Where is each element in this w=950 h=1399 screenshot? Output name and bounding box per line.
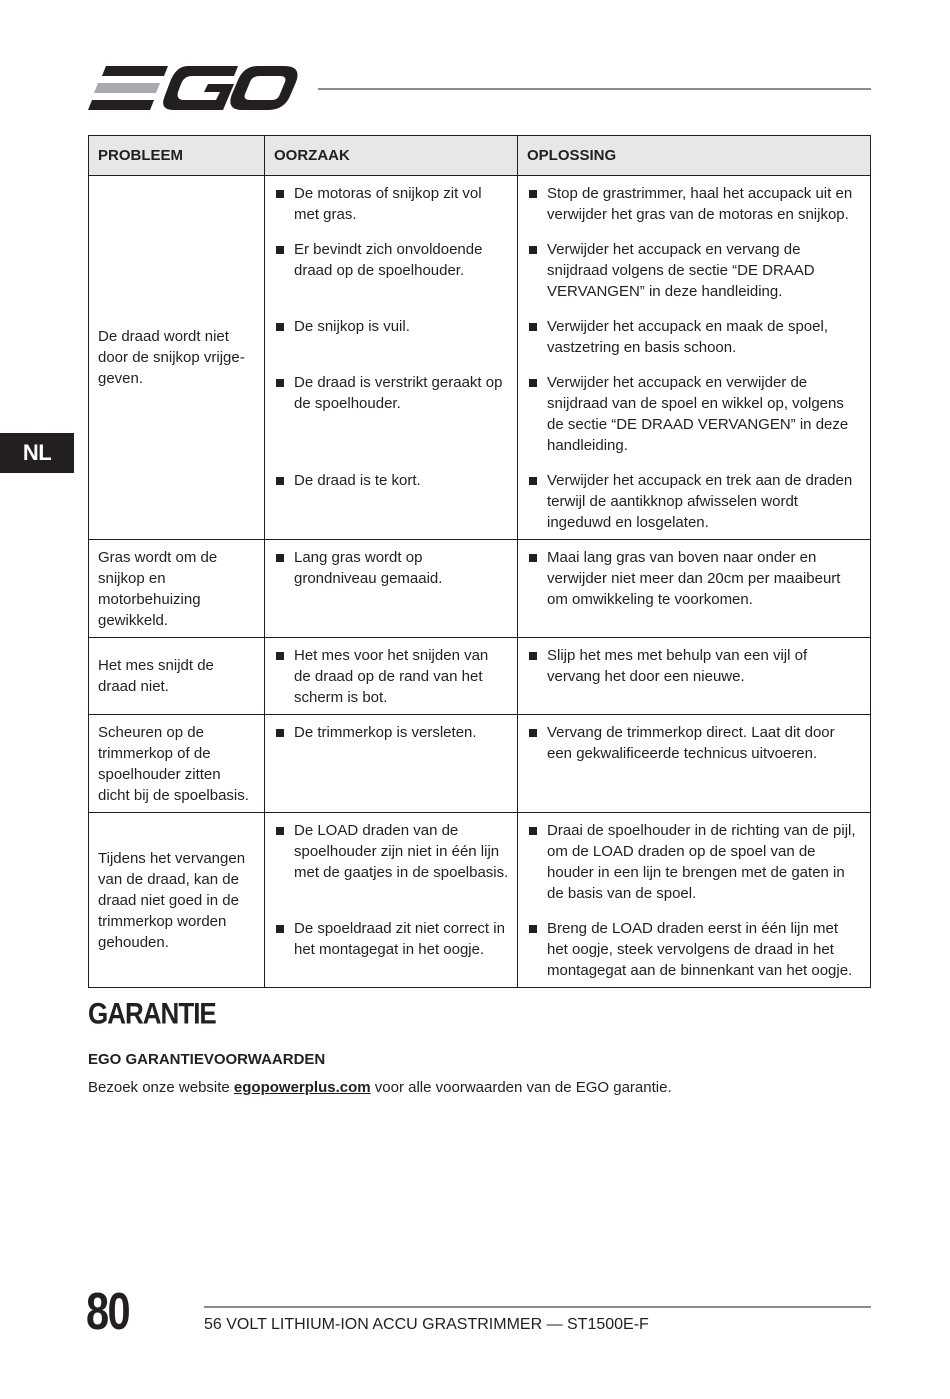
table-header-row <box>89 136 871 176</box>
table-row <box>89 715 871 813</box>
bullet-icon <box>529 729 537 737</box>
solution-cell <box>518 715 871 813</box>
website-link[interactable]: egopowerplus.com <box>233 1079 371 1096</box>
table-row <box>89 540 871 638</box>
solution-item: Stop de grastrimmer, haal het accupack uit en verwijder het gras van de motoras en snijkop. <box>518 176 870 232</box>
warranty-text-before: Bezoek onze website <box>88 1079 234 1096</box>
bullet-icon <box>276 554 284 562</box>
warranty-title: GARANTIE <box>88 996 216 1031</box>
problem-cell: Het mes snijdt de draad niet. <box>89 638 265 715</box>
bullet-icon <box>529 827 537 835</box>
bullet-icon <box>529 246 537 254</box>
cause-item: De spoeldraad zit niet correct in het montagegat in het oogje. <box>265 911 517 987</box>
header-solution: OPLOSSING <box>518 136 871 176</box>
cause-cell <box>265 715 518 813</box>
cause-cell <box>265 540 518 638</box>
cause-cell <box>265 813 518 988</box>
solution-item: Verwijder het accupack en verwijder de snijdraad van de spoel en wikkel op, volgens de sectie “DE DRAAD VERVANGEN” in deze handleiding. <box>518 365 870 463</box>
header-rule <box>318 88 871 90</box>
footer-product-title: 56 VOLT LITHIUM-ION ACCU GRASTRIMMER — ST1500E-F <box>204 1316 649 1333</box>
language-tab <box>0 433 74 473</box>
cause-item: De snijkop is vuil. <box>265 309 517 365</box>
solution-item: Breng de LOAD draden eerst in één lijn met het oogje, steek vervolgens de draad in het montagegat aan de binnenkant van het oogje. <box>518 911 870 987</box>
solution-cell <box>518 176 871 540</box>
bullet-icon <box>529 323 537 331</box>
language-tab-label: NL <box>22 440 52 465</box>
bullet-icon <box>529 652 537 660</box>
table-row <box>89 638 871 715</box>
problem-cell: De draad wordt niet door de snijkop vrijge-geven. <box>89 176 265 540</box>
header-cause: OORZAAK <box>265 136 518 176</box>
bullet-icon <box>276 246 284 254</box>
bullet-icon <box>276 477 284 485</box>
solution-item: Draai de spoelhouder in de richting van de pijl, om de LOAD draden op de spoel van de houder in een lijn te brengen met de gaten in de basis van de spoel. <box>518 813 870 911</box>
cause-item: De draad is te kort. <box>265 463 517 539</box>
solution-cell <box>518 540 871 638</box>
bullet-icon <box>276 729 284 737</box>
cause-item: Het mes voor het snijden van de draad op de rand van het scherm is bot. <box>265 638 517 714</box>
troubleshooting-table <box>88 135 871 988</box>
cause-item: De LOAD draden van de spoelhouder zijn niet in één lijn met de gaatjes in de spoelbasis. <box>265 813 517 911</box>
warranty-text <box>88 1079 672 1096</box>
bullet-icon <box>276 323 284 331</box>
page-number: 80 <box>86 1283 130 1341</box>
cause-item: Er bevindt zich onvoldoende draad op de spoelhouder. <box>265 232 517 309</box>
solution-cell <box>518 638 871 715</box>
bullet-icon <box>276 379 284 387</box>
cause-item: De trimmerkop is versleten. <box>265 715 517 811</box>
warranty-subtitle: EGO GARANTIEVOORWAARDEN <box>88 1051 326 1068</box>
ego-logo <box>88 62 300 114</box>
footer-rule <box>204 1306 871 1308</box>
bullet-icon <box>276 652 284 660</box>
solution-item: Verwijder het accupack en trek aan de draden terwijl de aantikknop afwisselen wordt ingeduwd en losgelaten. <box>518 463 870 539</box>
bullet-icon <box>529 379 537 387</box>
bullet-icon <box>529 190 537 198</box>
solution-cell <box>518 813 871 988</box>
problem-cell: Gras wordt om de snijkop en motorbehuizing gewikkeld. <box>89 540 265 638</box>
cause-item: De motoras of snijkop zit vol met gras. <box>265 176 517 232</box>
bullet-icon <box>529 925 537 933</box>
solution-item: Verwijder het accupack en maak de spoel, vastzetring en basis schoon. <box>518 309 870 365</box>
cause-cell <box>265 176 518 540</box>
table-row <box>89 176 871 540</box>
solution-item: Slijp het mes met behulp van een vijl of vervang het door een nieuwe. <box>518 638 870 714</box>
bullet-icon <box>276 925 284 933</box>
warranty-text-after: voor alle voorwaarden van de EGO garantie. <box>370 1079 672 1096</box>
cause-item: Lang gras wordt op grondniveau gemaaid. <box>265 540 517 616</box>
bullet-icon <box>276 827 284 835</box>
table-row <box>89 813 871 988</box>
header-problem: PROBLEEM <box>89 136 265 176</box>
bullet-icon <box>529 554 537 562</box>
bullet-icon <box>529 477 537 485</box>
problem-cell: Scheuren op de trimmerkop of de spoelhouder zitten dicht bij de spoelbasis. <box>89 715 265 813</box>
problem-cell: Tijdens het vervangen van de draad, kan de draad niet goed in de trimmerkop worden gehouden. <box>89 813 265 988</box>
cause-item: De draad is verstrikt geraakt op de spoelhouder. <box>265 365 517 463</box>
bullet-icon <box>276 190 284 198</box>
solution-item: Maai lang gras van boven naar onder en verwijder niet meer dan 20cm per maaibeurt om omwikkeling te voorkomen. <box>518 540 870 616</box>
cause-cell <box>265 638 518 715</box>
solution-item: Verwijder het accupack en vervang de snijdraad volgens de sectie “DE DRAAD VERVANGEN” in deze handleiding. <box>518 232 870 309</box>
solution-item: Vervang de trimmerkop direct. Laat dit door een gekwalificeerde technicus uitvoeren. <box>518 715 870 811</box>
